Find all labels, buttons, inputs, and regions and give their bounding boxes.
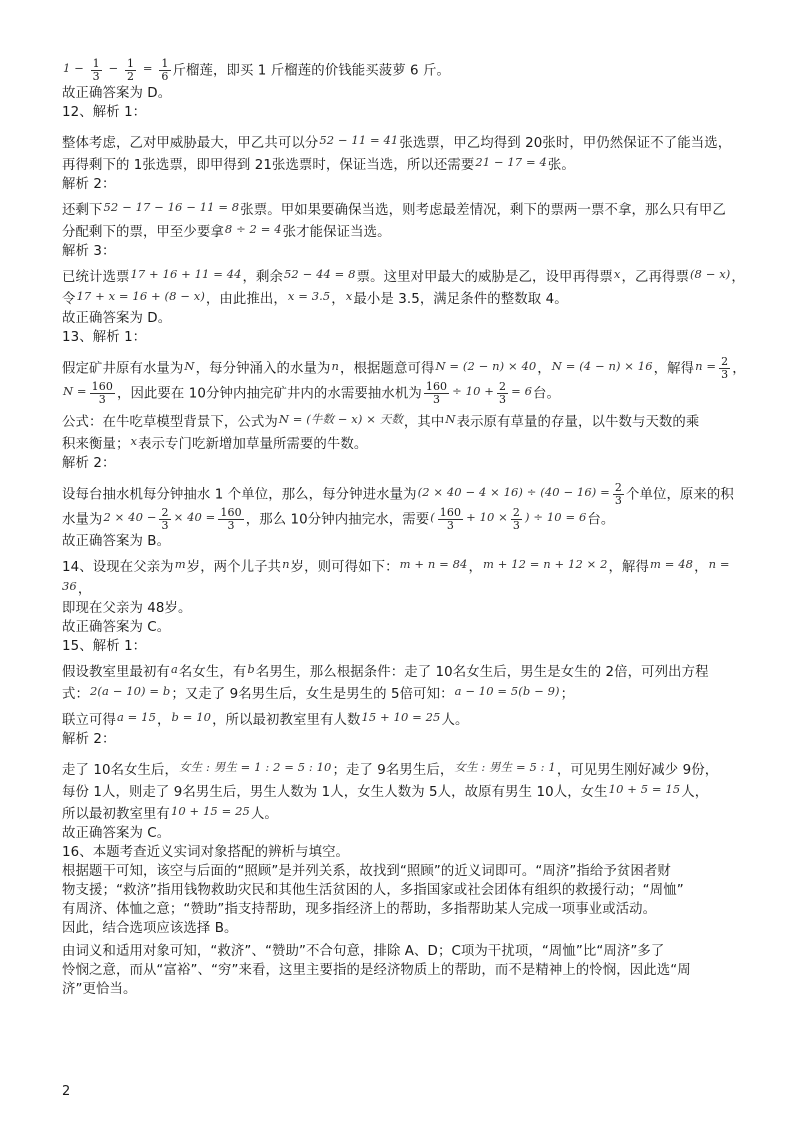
- text-run: 公式：在牛吃草模型背景下，公式为: [62, 415, 278, 430]
- q14-paragraph: [62, 555, 752, 618]
- page-number: 2: [62, 1084, 71, 1099]
- q11-answer: 故正确答案为 D。: [62, 86, 172, 101]
- text-run: 14、设现在父亲为: [62, 560, 174, 575]
- q16-line-1: 根据题干可知，该空与后面的“照顾”是并列关系，故找到“照顾”的近义词即可。“周济”指给予贫困者财: [62, 864, 671, 879]
- q13-formula-note: [62, 410, 752, 454]
- text-run: 所以最初教室里有: [62, 807, 170, 822]
- text-run: 票。这里对甲最大的威胁是乙，设甲再得票: [356, 270, 613, 285]
- math-expression: N = (4 − n) × 16: [551, 358, 653, 373]
- q15-subheading-2: 解析 2：: [62, 732, 116, 747]
- fraction: $\frac{1}{6}$: [161, 57, 169, 83]
- text-run: 走了 10名女生后，: [62, 763, 179, 778]
- q14-answer: 故正确答案为 C。: [62, 620, 171, 635]
- fraction: $\frac{160}{3}$: [91, 380, 113, 406]
- math-expression: a = 15: [116, 710, 157, 724]
- text-run: ，: [537, 361, 551, 377]
- fraction: $\frac{2}{3}$: [614, 481, 622, 507]
- text-run: ；: [560, 687, 575, 702]
- fraction: $\frac{2}{3}$: [721, 355, 729, 381]
- text-run: ，: [694, 560, 708, 575]
- q16-line-6: 怜悯之意，而从“富裕”、“穷”来看，这里主要指的是经济物质上的帮助，而不是精神上的怜悯，因此选“周: [62, 963, 691, 978]
- q16-line-7: 济”更恰当。: [62, 982, 137, 997]
- fraction: $\frac{1}{3}$: [92, 57, 100, 83]
- math-expression: 8 ÷ 2 = 4: [224, 222, 282, 236]
- fraction: $\frac{160}{3}$: [439, 506, 462, 532]
- math-expression: 15 + 10 = 25: [361, 710, 441, 724]
- text-run: ；又走了 9名男生后，女生是男生的 5倍可知：: [171, 687, 454, 702]
- math-expression: = 6: [511, 383, 533, 398]
- math-expression: 52 − 11 = 41: [319, 133, 399, 147]
- math-expression: 10 + 15 = 25: [170, 804, 250, 818]
- fraction: $\frac{2}{3}$: [512, 506, 521, 532]
- math-expression: x: [130, 434, 138, 448]
- text-run: 斤榴莲，即买 1 斤榴莲的价钱能买菠萝 6 斤。: [172, 63, 450, 79]
- text-run: 表示原有草量的存量，以牛数与天数的乘: [456, 415, 700, 430]
- q15-answer: 故正确答案为 C。: [62, 826, 171, 841]
- text-run: 即现在父亲为 48岁。: [62, 601, 192, 616]
- q16-line-2: 物支援；“救济”指用钱物救助灾民和其他生活贫困的人，多指国家或社会团体有组织的救援行动；“周恤”: [62, 883, 684, 898]
- math-expression: N =: [63, 383, 87, 398]
- text-run: ，每分钟涌入的水量为: [195, 361, 331, 377]
- math-expression: 17 + 16 + 11 = 44: [130, 267, 242, 281]
- q15-paragraph-1b: [62, 708, 752, 730]
- math-expression: n: [331, 358, 340, 373]
- math-expression: 2(a − 10) = b: [89, 684, 171, 698]
- text-run: 再得剩下的 1张选票，即甲得到 21张选票时，保证当选，所以还需要: [62, 158, 475, 173]
- q12-subheading-3: 解析 3：: [62, 244, 116, 259]
- math-expression: 17 + x = 16 + (8 − x): [76, 289, 205, 303]
- text-run: ，其中: [403, 415, 445, 430]
- q13-heading: 13、解析 1：: [62, 330, 147, 345]
- q15-heading: 15、解析 1：: [62, 639, 147, 654]
- text-run: ，解得: [653, 361, 695, 377]
- text-run: 最小是 3.5，满足条件的整数取 4。: [353, 292, 568, 307]
- text-run: 分配剩下的票，甲至少要拿: [62, 225, 224, 240]
- text-run: ，: [157, 713, 171, 728]
- text-run: 令: [62, 292, 76, 307]
- text-run: ，解得: [608, 560, 650, 575]
- text-run: 岁，两个儿子共: [186, 560, 282, 575]
- math-expression: (: [430, 509, 435, 524]
- math-expression: −: [104, 60, 123, 75]
- math-expression: 2 × 40 −: [103, 509, 157, 524]
- text-run: 张选票，甲乙均得到 20张时，甲仍然保证不了能当选，: [399, 136, 732, 151]
- math-expression: ) ÷ 10 = 6: [525, 509, 587, 524]
- text-run: 张才能保证当选。: [282, 225, 391, 240]
- math-expression: × 40 =: [173, 509, 216, 524]
- text-run: ，: [731, 270, 745, 285]
- text-run: 表示专门吃新增加草量所需要的牛数。: [138, 437, 368, 452]
- math-expression: 52 − 17 − 16 − 11 = 8: [103, 200, 240, 214]
- text-run: ，乙再得票: [621, 270, 689, 285]
- math-expression: =: [139, 60, 157, 75]
- q13-paragraph-2: [62, 482, 752, 532]
- math-expression: + 10 ×: [466, 509, 508, 524]
- math-expression: m = 48: [650, 557, 694, 571]
- math-expression: 1 −: [63, 60, 88, 75]
- text-run: 假设教室里最初有: [62, 665, 170, 680]
- math-expression: n: [282, 557, 290, 571]
- text-run: ；走了 9名男生后，: [332, 763, 454, 778]
- text-run: 人。: [250, 807, 278, 822]
- q12-paragraph-3: [62, 265, 752, 309]
- math-expression: 52 − 44 = 8: [284, 267, 356, 281]
- text-run: 设每台抽水机每分钟抽水 1 个单位，那么，每分钟进水量为: [62, 487, 417, 503]
- text-run: ，: [468, 560, 482, 575]
- math-expression: m + 12 = n + 12 × 2: [482, 557, 608, 571]
- q16-line-4: 因此，结合选项应该选择 B。: [62, 921, 238, 936]
- text-run: 积来衡量；: [62, 437, 130, 452]
- math-expression: x: [613, 267, 621, 281]
- q13-subheading-2: 解析 2：: [62, 456, 116, 471]
- text-run: ，: [331, 292, 345, 307]
- math-expression: a: [170, 662, 178, 676]
- fraction: $\frac{2}{3}$: [161, 506, 169, 532]
- text-run: ，根据题意可得: [340, 361, 435, 377]
- text-run: 整体考虑，乙对甲威胁最大，甲乙共可以分: [62, 136, 319, 151]
- math-expression: a − 10 = 5(b − 9): [454, 684, 560, 698]
- q15-paragraph-1: [62, 660, 752, 704]
- fraction: $\frac{160}{3}$: [425, 380, 448, 406]
- text-run: 式：: [62, 687, 89, 702]
- text-run: 假定矿井原有水量为: [62, 361, 184, 377]
- math-expression: 21 − 17 = 4: [475, 155, 547, 169]
- math-expression: 10 + 5 = 15: [608, 782, 681, 796]
- fraction: $\frac{160}{3}$: [220, 506, 242, 532]
- q12-subheading-2: 解析 2：: [62, 177, 116, 192]
- math-expression: m: [174, 557, 186, 571]
- math-expression: n =: [695, 358, 717, 373]
- text-run: ，可见男生刚好减少 9份，: [556, 763, 719, 778]
- math-expression: b = 10: [171, 710, 212, 724]
- math-expression: N: [184, 358, 195, 373]
- text-run: ，那么 10分钟内抽完水，需要: [245, 512, 430, 528]
- text-run: 台。: [587, 512, 615, 528]
- text-run: 每份 1人，则走了 9名男生后，男生人数为 1人，女生人数为 5人，故原有男生 10人，女生: [62, 785, 608, 800]
- text-run: ，: [732, 361, 746, 377]
- math-expression: n = 36: [62, 557, 730, 593]
- q12-paragraph-2: [62, 198, 752, 242]
- text-run: ，剩余: [242, 270, 284, 285]
- text-run: ，: [77, 582, 92, 597]
- q16-line-3: 有周济、体恤之意；“赞助”指支持帮助，现多指经济上的帮助，多指帮助某人完成一项事业或活动。: [62, 902, 657, 917]
- math-expression: (8 − x): [689, 267, 731, 281]
- math-expression: 女生 : 男生 = 1 : 2 = 5 : 10: [179, 760, 332, 774]
- q11-conclusion-line: [62, 58, 752, 83]
- text-run: ，由此推出，: [205, 292, 287, 307]
- math-expression: N = (牛数 − x) × 天数: [278, 412, 403, 426]
- math-expression: ÷ 10 +: [452, 383, 494, 398]
- fraction: $\frac{1}{2}$: [127, 57, 135, 83]
- q12-paragraph-1: [62, 131, 752, 175]
- text-run: 还剩下: [62, 203, 103, 218]
- text-run: 人。: [441, 713, 469, 728]
- text-run: 名女生，有: [178, 665, 247, 680]
- fraction: $\frac{2}{3}$: [498, 380, 507, 406]
- text-run: 名男生，那么根据条件：走了 10名女生后，男生是女生的 2倍，可列出方程: [255, 665, 709, 680]
- q16-line-5: 由词义和适用对象可知，“救济”、“赞助”不合句意，排除 A、D；C项为干扰项，“周恤”比“周济”多了: [62, 944, 665, 959]
- text-run: 已统计选票: [62, 270, 130, 285]
- text-run: 张。: [547, 158, 575, 173]
- text-run: ，所以最初教室里有人数: [212, 713, 361, 728]
- text-run: 联立可得: [62, 713, 116, 728]
- text-run: 个单位，原来的积: [625, 487, 734, 503]
- text-run: 水量为: [62, 512, 103, 528]
- q12-answer: 故正确答案为 D。: [62, 311, 172, 326]
- math-expression: N = (2 − n) × 40: [435, 358, 537, 373]
- q12-heading: 12、解析 1：: [62, 105, 147, 120]
- q13-answer: 故正确答案为 B。: [62, 534, 171, 549]
- text-run: 台。: [533, 386, 560, 402]
- q16-heading: 16、本题考查近义实词对象搭配的辨析与填空。: [62, 845, 350, 860]
- text-run: 岁，则可得如下：: [290, 560, 399, 575]
- math-expression: m + n = 84: [399, 557, 468, 571]
- math-expression: x = 3.5: [287, 289, 331, 303]
- text-run: 人，: [681, 785, 709, 800]
- math-expression: b: [247, 662, 255, 676]
- math-expression: N: [445, 412, 456, 426]
- text-run: ，因此要在 10分钟内抽完矿井内的水需要抽水机为: [116, 386, 422, 402]
- q13-paragraph-1: [62, 356, 752, 406]
- document-body: [62, 58, 752, 999]
- q15-paragraph-2: [62, 758, 752, 824]
- math-expression: 女生 : 男生 = 5 : 1: [454, 760, 556, 774]
- math-expression: (2 × 40 − 4 × 16) ÷ (40 − 16) =: [417, 484, 610, 499]
- text-run: 张票。甲如果要确保当选，则考虑最差情况，剩下的票两一票不拿，那么只有甲乙: [240, 203, 726, 218]
- math-expression: x: [345, 289, 353, 303]
